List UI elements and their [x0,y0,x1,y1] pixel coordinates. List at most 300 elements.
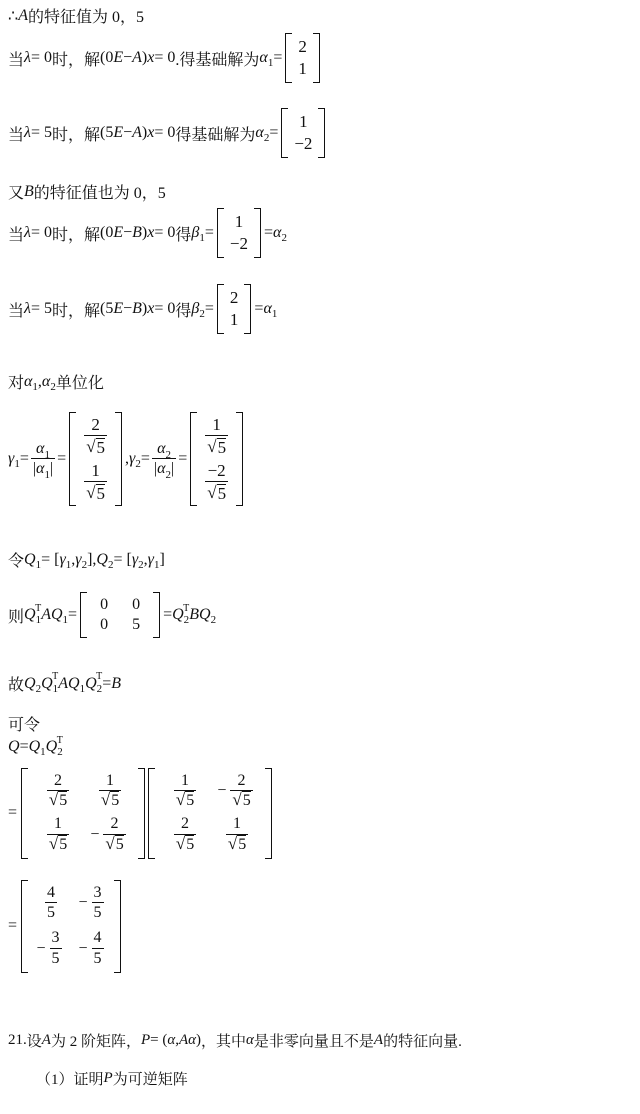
subscript: 1 [44,468,50,481]
subscript: 2 [281,232,287,245]
sqrt [228,835,246,854]
line-let-q [8,548,165,571]
text: = 5 [30,124,52,142]
text: 当 [8,51,25,69]
subscript: 1 [52,682,59,695]
matrix-q1 [21,768,145,859]
text: = [273,49,283,67]
radical-sign: √ [86,482,96,502]
line-eigenvalues-a [8,4,144,27]
superscript: T [56,734,63,746]
var-b: B [24,182,34,200]
text: = [204,224,214,242]
superscript: T [52,671,59,682]
denominator: 5 [93,949,102,967]
fraction [47,815,69,854]
subscript: 2 [199,308,205,321]
subscript: 2 [135,458,141,471]
text: 设 [26,1034,42,1050]
entry: 1 [299,112,308,131]
radical-sign: √ [48,833,59,853]
radical-sign: √ [232,790,242,810]
numerator: 4 [47,884,56,901]
sqrt [207,484,226,504]
entry: −2 [294,134,313,154]
text: 得 [175,302,192,320]
radical-sign: √ [86,436,96,456]
entry [43,815,71,854]
fraction [45,884,57,923]
entry [95,772,123,811]
text: 则 [8,608,25,626]
subscript: 1 [65,558,72,571]
text: = [204,300,214,318]
gamma: γ [59,550,66,568]
radical-sign: √ [207,482,217,502]
subscript: 2 [165,468,171,481]
radical-sign: √ [105,833,115,853]
line-gamma [8,412,246,506]
alpha: α [188,1032,197,1048]
matrix-diag [80,592,160,638]
line-diagonal [8,592,216,638]
text: = 0 [154,124,176,142]
lambda: λ [24,224,31,242]
sqrt [207,438,226,458]
line-therefore-b [8,672,121,695]
text: = [19,450,29,468]
entry [43,772,71,811]
alpha: α [157,459,166,477]
fraction [31,440,55,479]
sign: − [90,825,100,843]
subscript: 2 [57,746,63,758]
entry [79,884,106,923]
sign: − [78,894,88,912]
fraction [226,815,248,854]
var-q: Q [68,674,80,692]
var-q: Q [96,550,108,568]
text: , [125,450,130,468]
text: 当 [8,226,25,244]
var-a: A [373,1032,384,1048]
text: = ( [150,1032,168,1048]
text: （1）证明 [36,1072,104,1088]
sqrt [86,438,105,458]
var-q: Q [8,738,20,755]
var-q: Q [41,674,53,692]
vector-gamma2 [190,412,243,506]
text: = 0 [30,224,52,242]
var-q: Q [85,674,97,692]
numerator: 2 [237,772,246,789]
text: (0 [100,49,114,67]
radicand: 5 [111,792,120,810]
text: ) [141,124,148,142]
fraction [174,815,196,854]
var-p: P [140,1032,151,1048]
alpha: α [263,300,272,318]
entry: 0 [100,616,109,633]
var-q: Q [199,606,211,623]
gamma: γ [129,450,136,468]
text: 时，解 [51,226,100,244]
subscript: 1 [32,380,38,393]
var-b: B [132,300,142,318]
sqrt [101,791,119,810]
fraction [92,929,104,968]
radicand: 5 [186,835,195,853]
sign: − [36,939,46,957]
var-a: A [132,49,142,67]
alpha: α [255,124,264,142]
numerator: 1 [106,772,115,789]
text: = [102,674,112,692]
line-lambda-0-a [8,33,323,83]
beta: β [191,224,200,242]
subscript: 2 [183,614,190,626]
text: 时，解 [51,51,100,69]
denominator: 5 [47,904,56,922]
entry [222,815,250,854]
denominator: 5 [51,949,60,967]
line-lambda-0-b [8,208,287,258]
alpha: α [41,372,51,390]
line-eigenvalues-b [8,180,166,203]
var-b: B [111,674,122,692]
sign: − [78,939,88,957]
var-e: E [113,300,124,318]
line-part-1 [36,1068,188,1089]
subscript: 2 [50,380,56,393]
var-q: Q [24,674,36,692]
radicand: 5 [115,835,124,853]
subscript: 1 [62,614,69,626]
subscript: 1 [79,682,86,695]
superscript: T [183,602,190,614]
var-e: E [113,49,124,67]
text: , [143,550,148,568]
subscript: 1 [35,614,42,626]
numerator: 1 [54,815,63,833]
text: ] [159,550,165,568]
subscript: 2 [81,558,88,571]
subscript: 1 [153,558,160,571]
alpha: α [24,372,33,390]
text: 时，解 [51,126,100,144]
text: 单位化 [55,375,104,392]
line-lambda-5-a [8,108,328,158]
text: 得 [175,226,192,244]
fraction [84,415,107,457]
line-may-let [8,712,40,735]
numerator: 1 [91,461,100,481]
var-a: A [178,1032,189,1048]
fraction [152,440,176,479]
text: = [178,450,188,468]
subscript: 1 [40,746,46,758]
text: | [153,459,158,477]
var-x: x [147,224,155,242]
entry [170,772,198,811]
text: = [140,450,150,468]
fraction [99,772,121,811]
text: = [8,804,18,822]
radicand: 5 [217,437,227,457]
entry: 0 [132,596,141,613]
var-a: A [58,674,69,692]
gamma: γ [131,550,139,568]
text: , [71,550,76,568]
sqrt [49,791,67,810]
fraction [50,929,62,968]
line-problem-21 [8,1030,462,1051]
entry: 2 [229,288,239,307]
radical-sign: √ [175,790,186,810]
var-q: Q [172,606,184,623]
radical-sign: √ [207,436,217,456]
text: = [68,606,78,623]
radicand: 5 [238,835,247,853]
text: 当 [8,126,25,144]
text: = [254,300,264,318]
numerator: 3 [51,929,60,947]
radicand: 5 [242,792,251,810]
radicand: 5 [96,483,106,503]
text: = 5 [30,300,52,318]
vector-alpha2 [281,108,325,158]
fraction [84,461,107,503]
text: | [170,459,175,477]
var-a: A [41,606,51,623]
radicand: 5 [186,792,195,810]
text: = 0 [154,49,176,67]
sqrt [105,835,123,854]
subscript: 2 [138,558,144,571]
alpha: α [36,439,45,457]
vector-alpha1 [285,33,320,83]
text: 是非零向量且不是 [253,1034,374,1050]
var-e: E [113,124,124,142]
text: (0 [100,224,114,242]
text: = [ [113,550,132,568]
text: − [123,224,133,242]
alpha: α [167,1032,176,1048]
subscript: 2 [210,614,217,626]
var-a: A [41,1032,51,1048]
entry [217,772,254,811]
var-b: B [132,224,142,242]
var-x: x [147,49,155,67]
var-q: Q [45,738,58,755]
text: = [269,124,279,142]
fraction [230,772,252,811]
subscript: 1 [14,458,20,471]
var-e: E [113,224,124,242]
text: | [49,459,54,477]
numerator: 2 [181,815,190,833]
gamma: γ [75,550,82,568]
gamma: γ [8,450,15,468]
sqrt [49,835,67,854]
denominator: 5 [93,904,102,922]
numerator: 2 [110,815,119,833]
subscript: 2 [165,448,171,461]
matrix-q2t [148,768,272,859]
text: = 0 [30,49,52,67]
text: − [123,300,133,318]
text: = [19,738,29,755]
radicand: 5 [96,437,106,457]
text: ) [141,300,148,318]
text: 可令 [8,717,41,734]
entry: 5 [132,616,141,633]
radical-sign: √ [100,790,111,810]
radical-sign: √ [48,790,59,810]
subscript: 1 [267,57,274,70]
entry: 1 [298,59,307,79]
text: 为 2 阶矩阵， [50,1034,141,1050]
numerator: 2 [91,415,100,434]
text: 得基础解为 [175,126,256,144]
subscript: 1 [271,308,278,321]
lambda: λ [24,300,31,318]
sqrt [86,484,105,504]
subscript: 2 [35,682,42,695]
numerator: 1 [233,815,242,833]
subscript: 2 [96,682,103,695]
entry: 1 [229,310,239,330]
radical-sign: √ [175,833,186,853]
entry [90,815,127,854]
line-product [8,768,275,859]
radicand: 5 [59,835,68,853]
superscript: T [96,671,103,682]
lambda: λ [24,124,31,142]
text: .得基础解为 [175,51,260,69]
text: 令 [8,553,25,570]
subscript: 1 [44,448,50,461]
sqrt [176,835,194,854]
text: 的特征值也为 0，5 [33,185,166,202]
numerator: 2 [54,772,63,789]
text: − [123,49,133,67]
fraction [205,461,228,503]
text: ，其中 [201,1034,247,1050]
var-q: Q [28,738,41,755]
numerator: 1 [212,415,221,434]
text: 时，解 [51,302,100,320]
text: 又 [8,185,25,202]
radical-sign: √ [227,833,238,853]
fraction [103,815,125,854]
text: , [175,1032,179,1048]
text: 故 [8,677,25,694]
alpha: α [259,49,268,67]
text: = 0 [154,300,176,318]
text: 为可逆矩阵 [112,1072,188,1088]
entry: −2 [229,234,248,254]
gamma: γ [147,550,154,568]
alpha: α [36,459,45,477]
text: = [8,917,18,935]
var-b: B [189,606,200,623]
line-normalize [8,370,104,393]
therefore-symbol: ∴ [8,7,19,25]
radicand: 5 [217,483,227,503]
var-a: A [132,124,142,142]
numerator: −2 [207,461,226,481]
text: = [163,606,173,623]
text: ) [141,224,148,242]
var-x: x [147,124,155,142]
fraction [92,884,104,923]
entry [79,929,106,968]
text: ) [196,1032,202,1048]
numerator: 3 [93,884,102,901]
var-q: Q [24,606,36,623]
entry [170,815,198,854]
text: = [264,224,274,242]
text: = 0 [154,224,176,242]
text: = [57,450,67,468]
fraction [174,772,196,811]
subscript: 2 [107,558,114,571]
entry: 2 [298,37,307,56]
numerator: 4 [93,929,102,947]
alpha: α [246,1032,254,1048]
subscript: 1 [35,558,42,571]
sqrt [232,791,250,810]
text: 对 [8,375,25,392]
line-lambda-5-b [8,284,277,334]
fraction [205,415,228,457]
text: − [123,124,133,142]
text: , [37,372,42,390]
vector-beta1 [217,208,261,258]
entry [41,884,59,923]
var-a: A [18,6,28,24]
var-x: x [147,300,155,318]
text: ) [141,49,148,67]
beta: β [191,300,200,318]
text: = [ [41,550,60,568]
entry: 1 [234,212,244,231]
lambda: λ [24,49,31,67]
fraction [47,772,69,811]
text: (5 [100,124,114,142]
radicand: 5 [59,792,68,810]
problem-number: 21. [8,1032,27,1048]
numerator: 1 [181,772,190,789]
line-q-def [8,734,63,758]
subscript: 2 [263,132,270,145]
var-q: Q [50,606,63,623]
alpha: α [157,439,166,457]
matrix-result [21,880,121,973]
text: | [32,459,37,477]
text: ], [87,550,97,568]
entry: 0 [100,596,109,613]
line-result [8,880,124,973]
sign: − [217,782,227,800]
sqrt [176,791,194,810]
vector-beta2 [217,284,252,334]
text: 的特征值为 0，5 [27,9,144,26]
var-p: P [103,1070,113,1086]
var-q: Q [24,550,36,568]
superscript: T [35,602,42,614]
